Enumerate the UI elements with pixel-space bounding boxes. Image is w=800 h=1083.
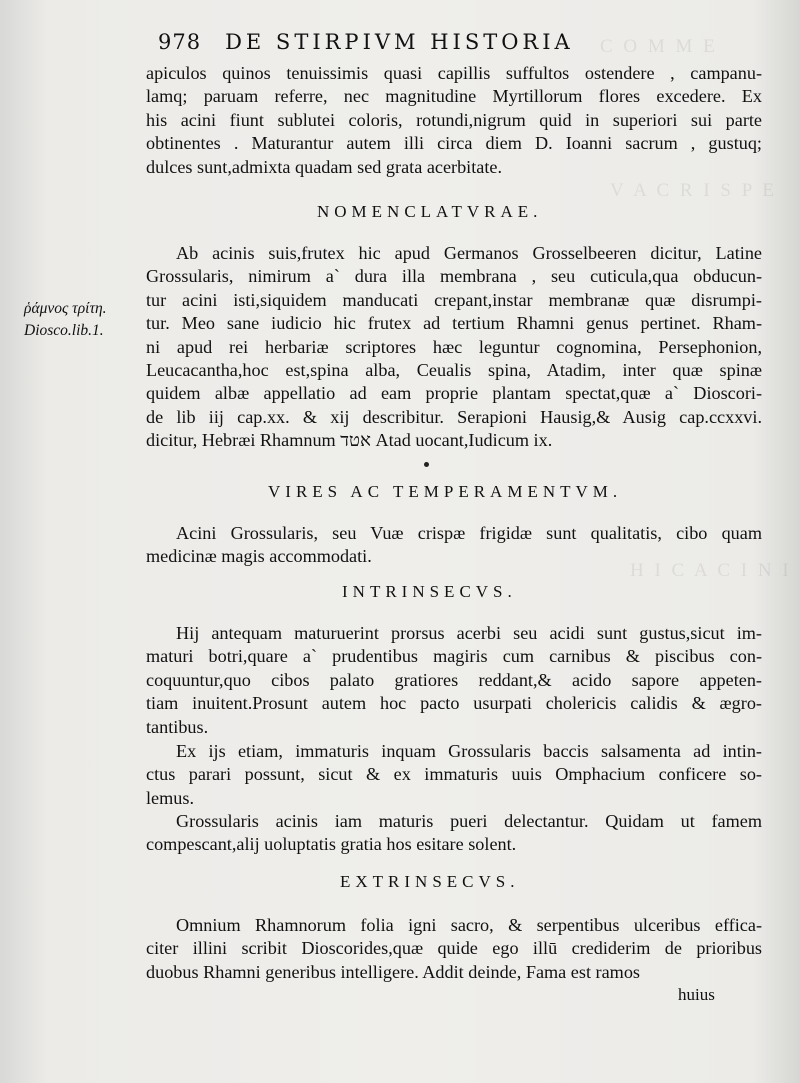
text-line: Ex ijs etiam, immaturis inquam Grossularis baccis salsamenta ad intin- — [176, 741, 762, 761]
text-line: tantibus. — [146, 716, 209, 737]
text-line: coquuntur,quo cibos palato gratiores reddant,& acido sapore appeten- — [146, 669, 762, 690]
text-line: tur acini isti,siquidem manducati crepant,instar membranæ quæ disrumpi- — [146, 289, 762, 310]
text-line: medicinæ magis accommodati. — [146, 546, 372, 567]
text-line: lemus. — [146, 787, 194, 808]
section-heading-vires: VIRES AC TEMPERAMENTVM. — [268, 482, 623, 501]
text-line: duobus Rhamni generibus intelligere. Addit deinde, Fama est ramos — [146, 961, 641, 982]
paragraph-flower-description — [146, 62, 762, 179]
text-line: citer illini scribit Dioscorides,quæ quide ego illū crediderim de prioribus — [146, 938, 762, 959]
page-number: 978 — [158, 30, 202, 54]
margin-note — [24, 298, 134, 342]
text-line: Hij antequam maturuerint prorsus acerbi seu acidi sunt gustus,sicut im- — [176, 623, 762, 643]
paragraph-salsamenta — [146, 740, 762, 810]
text-line: Grossularis acinis iam maturis pueri delectantur. Quidam ut famem — [176, 811, 762, 831]
paragraph-nomenclature — [146, 242, 762, 453]
margin-note-greek: ῥάμνος τρίτη. — [24, 300, 107, 317]
text-line: quidem albæ appellatio ad eam proprie plantam spectat,quæ a` Dioscori- — [146, 383, 762, 404]
text-line: dulces sunt,admixta quadam sed grata acerbitate. — [146, 156, 503, 177]
running-header — [158, 30, 798, 54]
paragraph-internal-use — [146, 622, 762, 739]
text-line: Omnium Rhamnorum folia igni sacro, & serpentibus ulceribus effica- — [176, 915, 762, 935]
text-line: Grossularis, nimirum a` dura illa membrana , seu cuticula,qua obducun- — [146, 266, 762, 287]
book-page: C O M M E V A C R I S P E H I C A C I N I 978 DE STIRPIVM HISTORIA apiculos quinos tenuissimis quasi capillis suffultos ostendere , campanu- lamq; paruam referre, nec magnitudine Myrtillorum flores excedere. Ex his acini fiunt sublutei coloris, rotundi,nigrum quid in superiori sui parte obtinentes . Maturantur autem illi circa diem D. Ioanni sacrum , gustuq; dulces sunt,admixta quadam sed grata acerbitate. NOMENCLATVRAE. Ab acinis suis,frutex hic apud Germanos Grosselbeeren dicitur, Latine Grossularis, nimirum a` dura illa membrana , seu cuticula,qua obducun- tur acini isti,siquidem manducati crepant,instar membranæ quæ disrumpi- tur. Meo sane iudicio hic frutex ad tertium Rhamni genus pertinet. Rham- ni apud rei herbariæ scriptores hæc leguntur cognomina, Persephonion, Leucacantha,hoc est,spina alba, Ceualis spina, Atadim, inter quæ spinæ quidem albæ appellatio ad eam proprie plantam spectat,quæ a` Dioscori- de lib iij cap.xx. & xij describitur. Serapioni Hausig,& Ausig cap.ccxxvi. dicitur, Hebræi Rhamnum אטד Atad uocant,Iudicum ix. ῥάμνος τρίτη. Diosco.lib.1. VIRES AC TEMPERAMENTVM. Acini Grossularis, seu Vuæ crispæ frigidæ sunt qualitatis, cibo quam medicinæ magis accommodati. INTRINSECVS. Hij antequam maturuerint prorsus acerbi seu acidi sunt gustus,sicut im- maturi botri,quare a` prudentibus magiris cum carnibus & piscibus con- coquuntur,quo cibos palato gratiores reddant,& acido sapore appeten- tiam inuitent.Prosunt autem hoc pacto usurpati cholericis calidis & ægro- tantibus. Ex ijs etiam, immaturis inquam Grossularis baccis salsamenta ad intin- ctus parari possunt, sicut & ex immaturis uuis Omphacium conficere so- lemus. Grossularis acinis iam maturis pueri delectantur. Quidam ut famem compescant,alij uoluptatis gratia hos esitare solent. EXTRINSECVS. Omnium Rhamnorum folia igni sacro, & serpentibus ulceribus effica- citer illini scribit Dioscorides,quæ quide ego illū crediderim de prioribus duobus Rhamni generibus intelligere. Addit deinde, Fama est ramos huius — [0, 0, 800, 1083]
text-line: his acini fiunt sublutei coloris, rotundi,nigrum quid in superiori sui parte — [146, 109, 762, 130]
text-line: Leucacantha,hoc est,spina alba, Ceualis spina, Atadim, inter quæ spinæ — [146, 360, 762, 381]
margin-note-reference: Diosco.lib.1. — [24, 322, 104, 339]
text-line: tur. Meo sane iudicio hic frutex ad tertium Rhamni genus pertinet. Rham- — [146, 313, 762, 334]
text-line: ctus parari possunt, sicut & ex immaturis uuis Omphacium conficere so- — [146, 764, 762, 785]
paragraph-external-use — [146, 914, 762, 984]
printer-dot — [424, 462, 429, 467]
section-heading-intrinsecus: INTRINSECVS. — [342, 582, 517, 601]
paragraph-children — [146, 810, 762, 857]
text-line: Ab acinis suis,frutex hic apud Germanos Grosselbeeren dicitur, Latine — [176, 243, 762, 263]
catchword: huius — [678, 985, 715, 1004]
section-heading-nomenclaturae: NOMENCLATVRAE. — [317, 202, 543, 221]
text-line: obtinentes . Maturantur autem illi circa diem D. Ioanni sacrum , gustuq; — [146, 133, 762, 154]
text-line: ni apud rei herbariæ scriptores hæc leguntur cognomina, Persephonion, — [146, 336, 762, 357]
text-line: apiculos quinos tenuissimis quasi capillis suffultos ostendere , campanu- — [146, 63, 762, 83]
text-line: Acini Grossularis, seu Vuæ crispæ frigidæ sunt qualitatis, cibo quam — [176, 523, 762, 543]
text-line: dicitur, Hebræi Rhamnum אטד Atad uocant,Iudicum ix. — [146, 430, 553, 451]
running-title: DE STIRPIVM HISTORIA — [225, 30, 574, 54]
text-line: compescant,alij uoluptatis gratia hos esitare solent. — [146, 834, 517, 855]
section-heading-extrinsecus: EXTRINSECVS. — [340, 872, 520, 891]
text-line: maturi botri,quare a` prudentibus magiris cum carnibus & piscibus con- — [146, 646, 762, 667]
text-line: de lib iij cap.xx. & xij describitur. Serapioni Hausig,& Ausig cap.ccxxvi. — [146, 406, 762, 427]
text-line: lamq; paruam referre, nec magnitudine Myrtillorum flores excedere. Ex — [146, 86, 762, 107]
paragraph-qualities — [146, 522, 762, 569]
text-line: tiam inuitent.Prosunt autem hoc pacto usurpati cholericis calidis & ægro- — [146, 693, 762, 714]
